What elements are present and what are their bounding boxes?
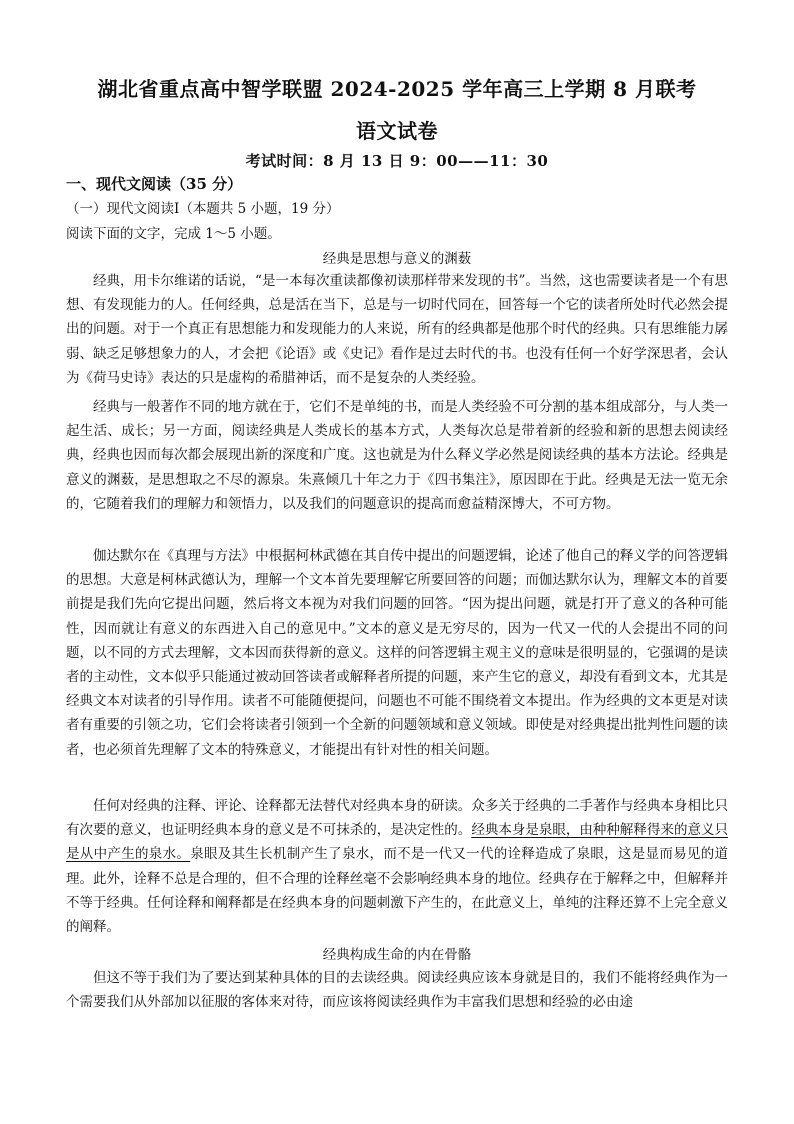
paragraph-4-text-b: 泉眼及其生长机制产生了泉水，而不是一代又一代的诠释造成了泉眼，这是显而易见的道理。此外，诠释不总是合理的，但不合理的诠释丝毫不会影响经典本身的地位。经典存在于解释之中，但解释并不等于经典。任何诠释和阐释都是在经典本身的问题刺激下产生的，在此意义上，单纯的注释还算不上完全意义的阐释。 [66,846,729,936]
section-subheading: （一）现代文阅读Ⅰ（本题共 5 小题，19 分） [66,201,340,217]
reading-instruction: 阅读下面的文字，完成 1～5 小题。 [66,226,281,242]
underlined-sentence: 经典本身是泉眼，由种种解释得来的意义只是从中产生的泉水。 [66,822,728,863]
paragraph-5: 但这不等于我们为了要达到某种具体的目的去读经典。阅读经典应该本身就是目的，我们不能将经典作为一个需要我们从外部加以征服的客体来对待，而应该将阅读经典作为丰富我们思想和经验的必由途 [66,970,728,1011]
article-subtitle-2: 经典构成生命的内在骨骼 [322,947,472,963]
paragraph-4-text-a: 任何对经典的注释、评论、诠释都无法替代对经典本身的研读。众多关于经典的二手著作与经典本身相比只有次要的意义，也证明经典本身的意义是不可抹杀的，是决定性的。 [66,798,728,839]
article-subtitle-1: 经典是思想与意义的渊薮 [322,251,472,267]
section-heading: 一、现代文阅读（35 分） [66,175,243,193]
paragraph-1: 经典，用卡尔维诺的话说，“是一本每次重读都像初读那样带来发现的书”。当然，这也需要读者是一个有思想、有发现能力的人。任何经典，总是活在当下，总是与一切时代同在，回答每一个它的读者所处时代必然会提出的问题。对于一个真正有思想能力和发现能力的人来说，所有的经典都是他那个时代的经典。只有思维能力孱弱、缺乏足够想象力的人，才会把《论语》或《史记》看作是过去时代的书。也没有任何一个好学深思者，会认为《荷马史诗》表达的只是虚构的希腊神话，而不是复杂的人类经验。 [66,273,728,386]
paragraph-2: 经典与一般著作不同的地方就在于，它们不是单纯的书，而是人类经验不可分割的基本组成部分，与人类一起生活、成长；另一方面，阅读经典是人类成长的基本方式，人类每次总是带着新的经验和新的思想去阅读经典，经典也因而每次都会展现出新的深度和广度。这也就是为什么释义学必然是阅读经典的基本方法论。经典是意义的渊薮，是思想取之不尽的源泉。朱熹倾几十年之力于《四书集注》，原因即在于此。经典是无法一览无余的，它随着我们的理解力和领悟力，以及我们的问题意识的提高而愈益精深博大，不可方物。 [66,399,728,512]
paragraph-4 [66,794,728,939]
paragraph-3: 伽达默尔在《真理与方法》中根据柯林武德在其自传中提出的问题逻辑，论述了他自己的释义学的问答逻辑的思想。大意是柯林武德认为，理解一个文本首先要理解它所要回答的问题；而伽达默尔认为，理解文本的首要前提是我们先向它提出问题，然后将文本视为对我们问题的回答。“因为提出问题，就是打开了意义的各种可能性，因而就让有意义的东西进入自己的意见中。”文本的意义是无穷尽的，因为一代又一代的人会提出不同的问题，以不同的方式去理解，文本因而获得新的意义。这样的问答逻辑主观主义的意味是很明显的，它强调的是读者的主动性，文本似乎只能通过被动回答读者或解释者所提的问题，来产生它的意义，却没有看到文本，尤其是经典文本对读者的引导作用。读者不可能随便提问，问题也不可能不围绕着文本提出。作为经典的文本更是对读者有重要的引领之功，它们会将读者引领到一个全新的问题领域和意义领域。即使是对经典提出批判性问题的读者，也必须首先理解了文本的特殊意义，才能提出有针对性的相关问题。 [66,548,728,758]
exam-time: 考试时间：8 月 13 日 9：00——11：30 [245,152,549,170]
exam-subtitle: 语文试卷 [356,119,438,143]
exam-title: 湖北省重点高中智学联盟 2024-2025 学年高三上学期 8 月联考 [97,77,697,101]
